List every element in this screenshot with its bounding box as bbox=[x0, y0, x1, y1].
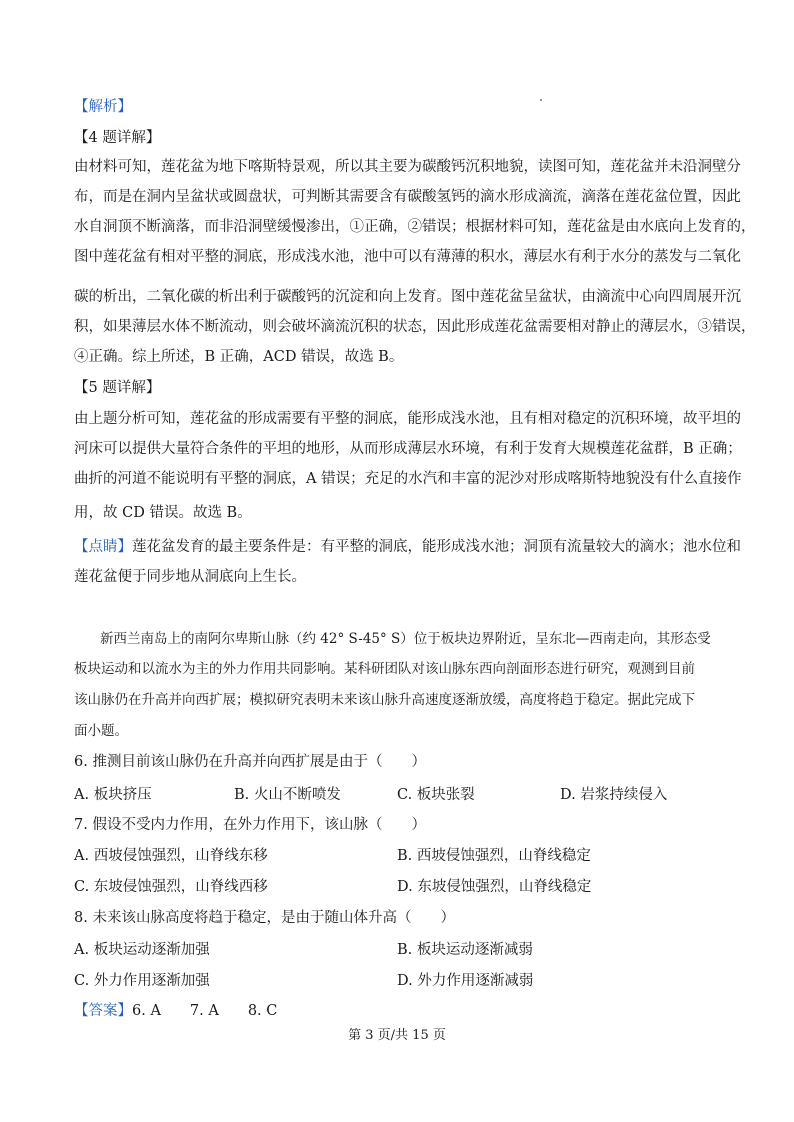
q4-line: 积，如果薄层水体不断流动，则会破坏滴流沉积的状态，因此形成莲花盆需要相对静止的薄层水，③错误， bbox=[74, 319, 756, 335]
q8-option-c: C. 外力作用逐渐加强 bbox=[74, 973, 210, 989]
q4-line: ④正确。综上所述，B 正确，ACD 错误，故选 B。 bbox=[74, 349, 404, 365]
q4-line: 图中莲花盆有相对平整的洞底，形成浅水池，池中可以有薄薄的积水，薄层水有利于水分的蒸发与二氧化 bbox=[74, 249, 741, 265]
analysis-header: 【解析】 bbox=[74, 99, 132, 115]
answer-label: 【答案】 bbox=[74, 1003, 132, 1019]
q4-line: 碳的析出，二氧化碳的析出利于碳酸钙的沉淀和向上发育。图中莲花盆呈盆状，由滴流中心向四周展开沉 bbox=[74, 289, 741, 305]
stray-mark bbox=[540, 99, 542, 101]
q4-line: 由材料可知，莲花盆为地下喀斯特景观，所以其主要为碳酸钙沉积地貌，读图可知，莲花盆并未沿洞壁分 bbox=[74, 159, 741, 175]
q8-option-d: D. 外力作用逐渐减弱 bbox=[397, 973, 534, 989]
q5-line: 曲折的河道不能说明有平整的洞底，A 错误；充足的水汽和丰富的泥沙对形成喀斯特地貌没有什么直接作 bbox=[74, 471, 742, 487]
q5-line: 用，故 CD 错误。故选 B。 bbox=[74, 505, 252, 521]
tip-text: 莲花盆发育的最主要条件是：有平整的洞底，能形成浅水池；洞顶有流量较大的滴水；池水位和 bbox=[132, 539, 741, 555]
passage-line: 面小题。 bbox=[74, 723, 128, 739]
answer-text: 6. A 7. A 8. C bbox=[132, 1003, 278, 1019]
tip-line-2: 莲花盆便于同步地从洞底向上生长。 bbox=[74, 569, 306, 585]
q4-line: 水自洞顶不断滴落，而非沿洞壁缓慢渗出，①正确，②错误；根据材料可知，莲花盆是由水底向上发育的， bbox=[74, 219, 756, 235]
passage-line: 新西兰南岛上的南阿尔卑斯山脉（约 42° S-45° S）位于板块边界附近，呈东北—西南走向，其形态受 bbox=[100, 631, 711, 647]
question-6-stem: 6. 推测目前该山脉仍在升高并向西扩展是由于（ ） bbox=[74, 754, 426, 770]
question-7-stem: 7. 假设不受内力作用，在外力作用下，该山脉（ ） bbox=[74, 817, 426, 833]
q8-option-b: B. 板块运动逐渐减弱 bbox=[397, 942, 533, 958]
tip-label: 【点睛】 bbox=[74, 539, 132, 555]
q8-option-a: A. 板块运动逐渐加强 bbox=[74, 942, 210, 958]
q7-option-d: D. 东坡侵蚀强烈，山脊线稳定 bbox=[397, 879, 592, 895]
q5-header: 【5 题详解】 bbox=[74, 380, 161, 396]
q7-option-c: C. 东坡侵蚀强烈，山脊线西移 bbox=[74, 879, 268, 895]
passage-line: 板块运动和以流水为主的外力作用共同影响。某科研团队对该山脉东西向剖面形态进行研究，观测到目前 bbox=[74, 661, 695, 677]
q6-option-b: B. 火山不断喷发 bbox=[234, 787, 341, 803]
tip-line-1 bbox=[74, 537, 741, 557]
question-8-stem: 8. 未来该山脉高度将趋于稳定，是由于随山体升高（ ） bbox=[74, 910, 455, 926]
q4-line: 布，而是在洞内呈盆状或圆盘状，可判断其需要含有碳酸氢钙的滴水形成滴流，滴落在莲花盆位置，因此 bbox=[74, 189, 741, 205]
q7-option-a: A. 西坡侵蚀强烈，山脊线东移 bbox=[74, 848, 268, 864]
passage-line: 该山脉仍在升高并向西扩展；模拟研究表明未来该山脉升高速度逐渐放缓，高度将趋于稳定。据此完成下 bbox=[74, 692, 695, 708]
q6-option-c: C. 板块张裂 bbox=[397, 787, 475, 803]
q4-header: 【4 题详解】 bbox=[74, 130, 161, 146]
q6-option-d: D. 岩浆持续侵入 bbox=[560, 787, 668, 803]
q5-line: 由上题分析可知，莲花盆的形成需要有平整的洞底，能形成浅水池，且有相对稳定的沉积环境，故平坦的 bbox=[74, 411, 741, 427]
q5-line: 河床可以提供大量符合条件的平坦的地形，从而形成薄层水环境，有利于发育大规模莲花盆群，B 正确； bbox=[74, 441, 742, 457]
q6-option-a: A. 板块挤压 bbox=[74, 787, 152, 803]
page-footer: 第 3 页/共 15 页 bbox=[348, 1028, 446, 1043]
answer-line bbox=[74, 1001, 277, 1021]
q7-option-b: B. 西坡侵蚀强烈，山脊线稳定 bbox=[397, 848, 591, 864]
